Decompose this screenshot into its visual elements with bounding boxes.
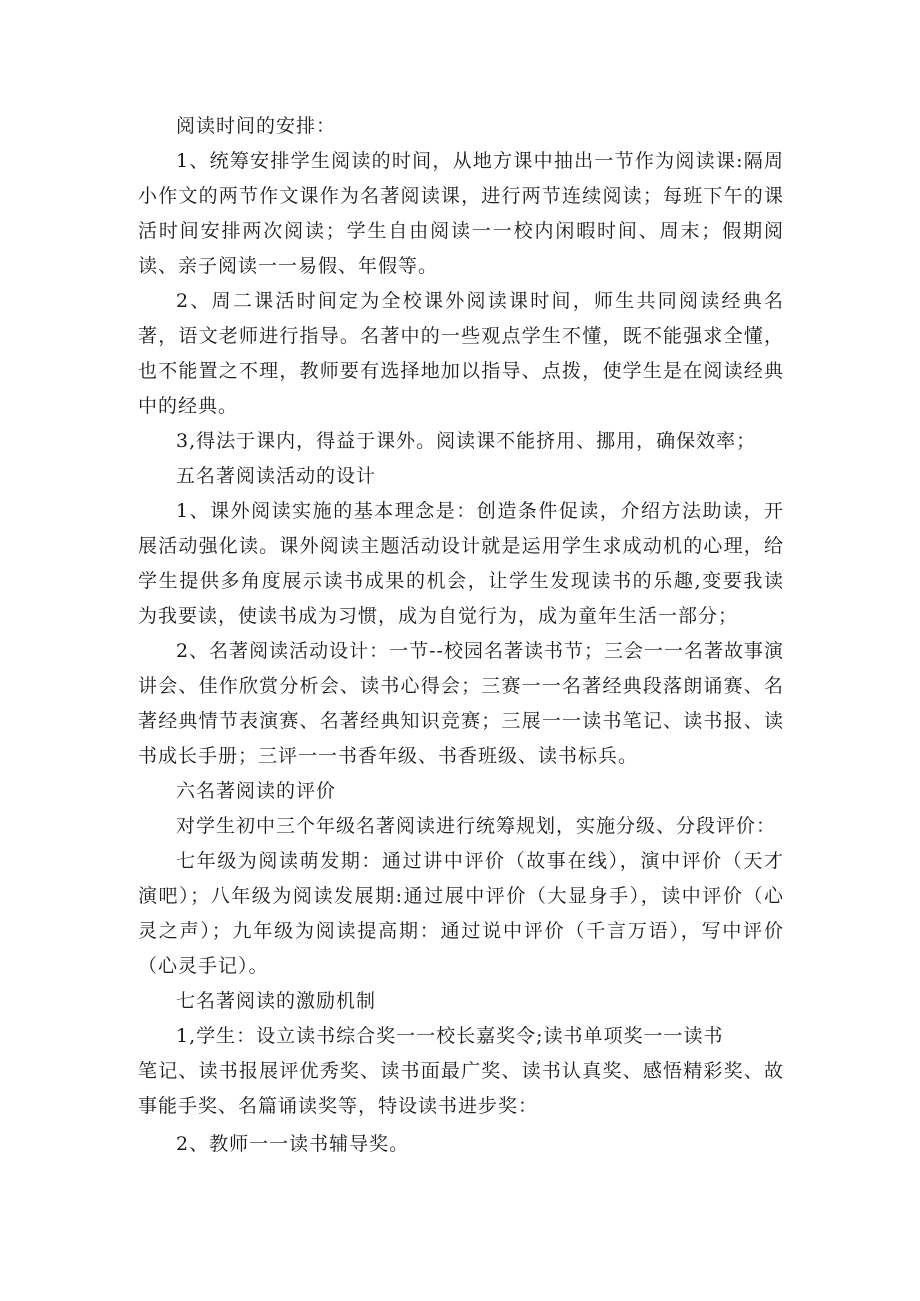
paragraph-reading-time-3: 3,得法于课内，得益于课外。阅读课不能挤用、挪用，确保效率； xyxy=(176,430,757,452)
paragraph-reading-time-2: 2、周二课活时间定为全校课外阅读课时间，师生共同阅读经典名著，语文老师进行指导。名著中的一些观点学生不懂，既不能强求全懂，也不能置之不理，教师要有选择地加以指导、点拨，使学生是在阅读经典中的经典。 xyxy=(138,290,784,417)
section-heading-reading-time: 阅读时间的安排： xyxy=(176,115,337,137)
paragraph-evaluation-grades: 七年级为阅读萌发期：通过讲中评价（故事在线），演中评价（天才演吧）；八年级为阅读发展期:通过展中评价（大显身手），读中评价（心灵之声）；九年级为阅读提高期：通过说中评价（千言万语），写中评价（心灵手记）。 xyxy=(138,850,784,977)
section-heading-incentives: 七名著阅读的激励机制 xyxy=(176,990,377,1012)
paragraph-incentives-students-continued: 笔记、读书报展评优秀奖、读书面最广奖、读书认真奖、感悟精彩奖、故事能手奖、名篇诵读奖等，特设读书进步奖： xyxy=(138,1060,784,1117)
paragraph-incentives-teachers: 2、教师一一读书辅导奖。 xyxy=(176,1133,410,1155)
section-heading-activity-design: 五名著阅读活动的设计 xyxy=(176,465,377,487)
paragraph-reading-time-1: 1、统筹安排学生阅读的时间，从地方课中抽出一节作为阅读课:隔周小作文的两节作文课作为名著阅读课，进行两节连续阅读；每班下午的课活时间安排两次阅读；学生自由阅读一一校内闲暇时间、周末；假期阅读、亲子阅读一一易假、年假等。 xyxy=(138,150,784,277)
paragraph-activity-design-2: 2、名著阅读活动设计：一节--校园名著读书节；三会一一名著故事演讲会、佳作欣赏分析会、读书心得会；三赛一一名著经典段落朗诵赛、名著经典情节表演赛、名著经典知识竞赛；三展一一读书笔记、读书报、读书成长手册；三评一一书香年级、书香班级、读书标兵。 xyxy=(138,640,784,767)
document-body xyxy=(138,109,784,1162)
paragraph-evaluation-intro: 对学生初中三个年级名著阅读进行统筹规划，实施分级、分段评价： xyxy=(176,815,777,837)
paragraph-incentives-students: 1,学生：设立读书综合奖一一校长嘉奖令;读书单项奖一一读书 xyxy=(176,1025,724,1047)
paragraph-activity-design-1: 1、课外阅读实施的基本理念是：创造条件促读，介绍方法助读，开展活动强化读。课外阅读主题活动设计就是运用学生求成动机的心理，给学生提供多角度展示读书成果的机会，让学生发现读书的乐趣,变要我读为我要读，使读书成为习惯，成为自觉行为，成为童年生活一部分； xyxy=(138,500,784,627)
section-heading-evaluation: 六名著阅读的评价 xyxy=(176,780,337,802)
